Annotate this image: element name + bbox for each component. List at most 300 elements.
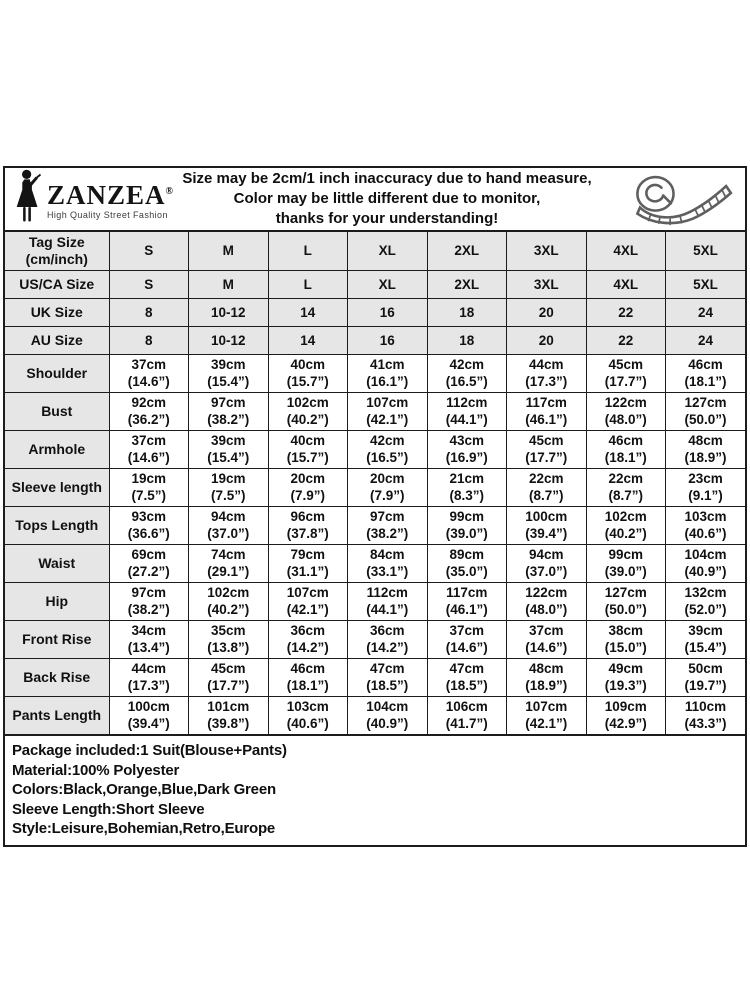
inch-value: (18.9”) — [525, 678, 568, 693]
measurement-cell — [268, 506, 348, 544]
measurement-cell — [666, 354, 746, 392]
cm-value: 49cm — [608, 661, 644, 676]
cm-value: 20cm — [290, 471, 326, 486]
inch-value: (8.7”) — [608, 488, 643, 503]
cm-value: 35cm — [210, 623, 246, 638]
size-value-cell: 10-12 — [189, 326, 269, 354]
row-label-cell: Back Rise — [5, 658, 109, 696]
cm-value: 100cm — [127, 699, 170, 715]
measurement-cell — [666, 658, 746, 696]
cm-value: 112cm — [366, 585, 408, 600]
table-row — [5, 658, 745, 696]
cm-value: 94cm — [528, 547, 564, 562]
measurement-cell — [507, 582, 587, 620]
cm-value: 92cm — [131, 395, 167, 410]
size-value-cell: S — [109, 232, 189, 270]
cm-value: 104cm — [684, 547, 727, 562]
cm-value: 127cm — [684, 395, 727, 410]
row-label-cell: Pants Length — [5, 696, 109, 734]
size-value-cell: L — [268, 270, 348, 298]
cm-value: 42cm — [449, 357, 485, 372]
cm-value: 37cm — [449, 623, 485, 638]
table-row — [5, 232, 745, 270]
inch-value: (40.6”) — [684, 526, 727, 541]
cm-value: 43cm — [449, 433, 485, 448]
product-note-line: Style:Leisure,Bohemian,Retro,Europe — [12, 820, 276, 837]
inch-value: (16.5”) — [366, 450, 409, 465]
table-row — [5, 392, 745, 430]
row-label-cell: Tag Size (cm/inch) — [5, 232, 109, 270]
cm-value: 79cm — [290, 547, 326, 562]
measurement-cell — [348, 582, 428, 620]
measurement-cell — [586, 430, 666, 468]
cm-value: 102cm — [207, 585, 250, 600]
inch-value: (18.9”) — [684, 450, 727, 465]
measurement-cell — [189, 354, 269, 392]
measurement-cell — [507, 392, 587, 430]
header-band — [5, 168, 745, 232]
cm-value: 94cm — [210, 509, 246, 524]
measurement-cell — [268, 354, 348, 392]
cm-value: 109cm — [604, 699, 647, 715]
disclaimer-line: Color may be little different due to monitor, — [233, 190, 541, 207]
cm-value: 103cm — [286, 699, 329, 715]
inch-value: (16.9”) — [445, 450, 488, 465]
cm-value: 102cm — [286, 395, 329, 410]
cm-value: 48cm — [528, 661, 564, 676]
measurement-cell — [666, 430, 746, 468]
inch-value: (15.4”) — [207, 450, 250, 465]
cm-value: 19cm — [131, 471, 167, 486]
size-value-cell: M — [189, 270, 269, 298]
measurement-cell — [268, 582, 348, 620]
cm-value: 102cm — [604, 509, 647, 524]
cm-value: 45cm — [528, 433, 564, 448]
measurement-cell — [586, 468, 666, 506]
inch-value: (15.7”) — [286, 374, 329, 389]
measurement-cell — [109, 544, 189, 582]
inch-value: (29.1”) — [207, 564, 250, 579]
size-table-body — [5, 232, 745, 734]
table-row — [5, 270, 745, 298]
cm-value: 46cm — [688, 357, 723, 372]
inch-value: (18.5”) — [445, 678, 488, 693]
inch-value: (19.3”) — [604, 678, 647, 693]
size-value-cell: 10-12 — [189, 298, 269, 326]
row-label-cell: Front Rise — [5, 620, 109, 658]
inch-value: (8.3”) — [449, 488, 484, 503]
measurement-cell — [427, 392, 507, 430]
inch-value: (18.5”) — [366, 678, 409, 693]
inch-value: (17.7”) — [525, 450, 568, 465]
cm-value: 107cm — [366, 395, 409, 410]
size-value-cell: 16 — [348, 326, 428, 354]
table-row — [5, 620, 745, 658]
measurement-cell — [666, 544, 746, 582]
inch-value: (15.4”) — [207, 374, 250, 389]
cm-value: 45cm — [210, 661, 246, 676]
measurement-cell — [586, 544, 666, 582]
measurement-cell — [507, 468, 587, 506]
measurement-cell — [507, 544, 587, 582]
inch-value: (39.0”) — [604, 564, 647, 579]
measurement-cell — [268, 696, 348, 734]
size-value-cell: 24 — [666, 298, 746, 326]
size-value-cell: 20 — [507, 326, 587, 354]
row-label-cell: Shoulder — [5, 354, 109, 392]
inch-value: (40.6”) — [286, 716, 329, 732]
inch-value: (15.7”) — [286, 450, 329, 465]
inch-value: (14.6”) — [127, 450, 170, 465]
brand-logo — [5, 168, 174, 231]
cm-value: 127cm — [604, 585, 647, 600]
cm-value: 23cm — [688, 471, 723, 486]
inch-value: (7.5”) — [210, 488, 246, 503]
cm-value: 34cm — [131, 623, 167, 638]
inch-value: (36.2”) — [127, 412, 170, 427]
inch-value: (18.1”) — [604, 450, 647, 465]
table-row — [5, 298, 745, 326]
measurement-cell — [586, 658, 666, 696]
inch-value: (40.2”) — [207, 602, 250, 617]
inch-value: (15.0”) — [604, 640, 647, 655]
table-row — [5, 696, 745, 734]
measurement-cell — [109, 506, 189, 544]
size-value-cell: 14 — [268, 326, 348, 354]
inch-value: (16.5”) — [445, 374, 488, 389]
inch-value: (15.4”) — [684, 640, 727, 655]
cm-value: 101cm — [207, 699, 250, 715]
inch-value: (13.8”) — [207, 640, 250, 655]
table-row — [5, 468, 745, 506]
measurement-cell — [427, 658, 507, 696]
inch-value: (42.1”) — [366, 412, 409, 427]
cm-value: 42cm — [369, 433, 405, 448]
measurement-cell — [348, 354, 428, 392]
size-value-cell: 22 — [586, 326, 666, 354]
measurement-cell — [268, 468, 348, 506]
size-value-cell: 20 — [507, 298, 587, 326]
inch-value: (48.0”) — [525, 602, 568, 617]
cm-value: 107cm — [525, 699, 568, 715]
cm-value: 122cm — [525, 585, 568, 600]
inch-value: (7.5”) — [131, 488, 166, 503]
measurement-cell — [189, 696, 269, 734]
cm-value: 48cm — [688, 433, 723, 448]
inch-value: (18.1”) — [286, 678, 329, 693]
inch-value: (27.2”) — [127, 564, 170, 579]
size-value-cell: 24 — [666, 326, 746, 354]
brand-tagline: High Quality Street Fashion — [47, 209, 168, 220]
inch-value: (43.3”) — [684, 716, 727, 732]
inch-value: (14.6”) — [127, 374, 170, 389]
inch-value: (14.6”) — [445, 640, 488, 655]
size-value-cell: 5XL — [666, 232, 746, 270]
brand-text-block — [47, 179, 173, 220]
cm-value: 69cm — [131, 547, 167, 562]
inch-value: (40.9”) — [684, 564, 727, 579]
inch-value: (36.6”) — [127, 526, 170, 541]
inch-value: (46.1”) — [445, 602, 488, 617]
inch-value: (38.2”) — [127, 602, 170, 617]
measurement-cell — [586, 620, 666, 658]
cm-value: 110cm — [684, 699, 727, 715]
inch-value: (14.6”) — [525, 640, 568, 655]
measurement-cell — [109, 354, 189, 392]
cm-value: 45cm — [608, 357, 644, 372]
inch-value: (50.0”) — [684, 412, 727, 427]
inch-value: (17.7”) — [604, 374, 647, 389]
inch-value: (37.0”) — [525, 564, 568, 579]
measurement-cell — [507, 696, 587, 734]
inch-value: (48.0”) — [604, 412, 647, 427]
cm-value: 36cm — [369, 623, 405, 638]
inch-value: (50.0”) — [604, 602, 647, 617]
inch-value: (9.1”) — [688, 488, 723, 503]
row-label-cell: UK Size — [5, 298, 109, 326]
cm-value: 100cm — [525, 509, 568, 524]
cm-value: 117cm — [446, 585, 488, 600]
measurement-cell — [427, 582, 507, 620]
measurement-cell — [189, 468, 269, 506]
registered-mark: ® — [165, 185, 174, 197]
inch-value: (35.0”) — [445, 564, 488, 579]
inch-value: (40.2”) — [604, 526, 647, 541]
measurement-cell — [586, 506, 666, 544]
cm-value: 39cm — [210, 433, 246, 448]
woman-silhouette-icon — [11, 168, 45, 231]
inch-value: (14.2”) — [366, 640, 409, 655]
measurement-cell — [348, 544, 428, 582]
measurement-cell — [109, 620, 189, 658]
inch-value: (52.0”) — [684, 602, 727, 617]
inch-value: (40.9”) — [366, 716, 409, 732]
inch-value: (7.9”) — [290, 488, 325, 503]
row-label-cell: Bust — [5, 392, 109, 430]
size-value-cell: 5XL — [666, 270, 746, 298]
row-label-cell: AU Size — [5, 326, 109, 354]
measurement-cell — [427, 696, 507, 734]
cm-value: 46cm — [608, 433, 644, 448]
cm-value: 20cm — [369, 471, 405, 486]
inch-value: (16.1”) — [366, 374, 409, 389]
tape-measure-icon — [617, 171, 745, 227]
measurement-cell — [666, 620, 746, 658]
cm-value: 37cm — [528, 623, 564, 638]
measurement-cell — [427, 468, 507, 506]
measurement-cell — [109, 696, 189, 734]
cm-value: 41cm — [369, 357, 405, 372]
measurement-cell — [268, 544, 348, 582]
measurement-cell — [109, 392, 189, 430]
inch-value: (37.0”) — [207, 526, 250, 541]
inch-value: (39.4”) — [525, 526, 568, 541]
size-chart-sheet — [3, 166, 747, 847]
measurement-cell — [109, 658, 189, 696]
cm-value: 47cm — [369, 661, 405, 676]
inch-value: (39.4”) — [127, 716, 170, 732]
cm-value: 97cm — [131, 585, 167, 600]
inch-value: (8.7”) — [528, 488, 564, 503]
inch-value: (42.9”) — [604, 716, 647, 732]
inch-value: (31.1”) — [286, 564, 329, 579]
measurement-cell — [348, 468, 428, 506]
measurement-cell — [268, 392, 348, 430]
measurement-cell — [109, 468, 189, 506]
product-note-line: Colors:Black,Orange,Blue,Dark Green — [12, 781, 276, 798]
table-row — [5, 354, 745, 392]
cm-value: 97cm — [369, 509, 405, 524]
size-value-cell: 8 — [109, 326, 189, 354]
size-value-cell: S — [109, 270, 189, 298]
cm-value: 40cm — [290, 357, 326, 372]
size-value-cell: 18 — [427, 298, 507, 326]
cm-value: 50cm — [688, 661, 723, 676]
row-label-cell: Sleeve length — [5, 468, 109, 506]
row-label-cell: Tops Length — [5, 506, 109, 544]
inch-value: (42.1”) — [286, 602, 329, 617]
size-value-cell: 14 — [268, 298, 348, 326]
measurement-cell — [268, 620, 348, 658]
inch-value: (17.7”) — [207, 678, 250, 693]
cm-value: 36cm — [290, 623, 326, 638]
measurement-cell — [348, 696, 428, 734]
size-value-cell: 18 — [427, 326, 507, 354]
measurement-cell — [348, 392, 428, 430]
measurement-cell — [666, 392, 746, 430]
measurement-cell — [189, 658, 269, 696]
table-row — [5, 582, 745, 620]
row-label-cell: Armhole — [5, 430, 109, 468]
measurement-cell — [427, 354, 507, 392]
measurement-cell — [189, 620, 269, 658]
row-label-cell: Waist — [5, 544, 109, 582]
cm-value: 103cm — [684, 509, 727, 524]
cm-value: 22cm — [528, 471, 564, 486]
measurement-cell — [507, 430, 587, 468]
measurement-cell — [189, 430, 269, 468]
row-sublabel: (cm/inch) — [25, 250, 88, 267]
inch-value: (44.1”) — [366, 602, 409, 617]
measurement-cell — [189, 544, 269, 582]
measurement-cell — [427, 430, 507, 468]
cm-value: 37cm — [131, 433, 167, 448]
cm-value: 22cm — [608, 471, 644, 486]
measurement-cell — [189, 506, 269, 544]
measurement-cell — [666, 582, 746, 620]
measurement-cell — [348, 620, 428, 658]
cm-value: 38cm — [608, 623, 644, 638]
inch-value: (38.2”) — [366, 526, 409, 541]
disclaimer-line: Size may be 2cm/1 inch inaccuracy due to hand measure, — [182, 170, 592, 187]
inch-value: (40.2”) — [286, 412, 329, 427]
cm-value: 44cm — [528, 357, 564, 372]
size-value-cell: XL — [348, 270, 428, 298]
measurement-cell — [268, 430, 348, 468]
measurement-cell — [586, 392, 666, 430]
cm-value: 99cm — [608, 547, 644, 562]
size-value-cell: XL — [348, 232, 428, 270]
product-note-line: Sleeve Length:Short Sleeve — [12, 800, 205, 818]
measurement-cell — [666, 696, 746, 734]
inch-value: (44.1”) — [445, 412, 488, 427]
measurement-cell — [109, 430, 189, 468]
size-value-cell: 2XL — [427, 232, 507, 270]
product-note-line: Package included:1 Suit(Blouse+Pants) — [12, 742, 287, 759]
measurement-cell — [427, 620, 507, 658]
size-value-cell: 22 — [586, 298, 666, 326]
measurement-cell — [348, 506, 428, 544]
measurement-cell — [666, 506, 746, 544]
size-value-cell: 3XL — [507, 270, 587, 298]
brand-name: ZANZEA® — [47, 179, 174, 210]
inch-value: (42.1”) — [525, 716, 568, 732]
size-table — [5, 232, 745, 734]
product-note-line: Material:100% Polyester — [12, 761, 180, 779]
size-value-cell: 2XL — [427, 270, 507, 298]
cm-value: 44cm — [131, 661, 167, 676]
measurement-cell — [666, 468, 746, 506]
cm-value: 107cm — [286, 585, 329, 600]
size-value-cell: 4XL — [586, 270, 666, 298]
size-value-cell: 16 — [348, 298, 428, 326]
inch-value: (39.0”) — [445, 526, 488, 541]
inch-value: (41.7”) — [445, 716, 488, 732]
table-row — [5, 506, 745, 544]
measurement-cell — [189, 582, 269, 620]
inch-value: (7.9”) — [369, 488, 405, 503]
cm-value: 84cm — [369, 547, 405, 562]
cm-value: 99cm — [449, 509, 485, 524]
size-value-cell: 8 — [109, 298, 189, 326]
inch-value: (37.8”) — [286, 526, 329, 541]
inch-value: (17.3”) — [127, 678, 170, 693]
measurement-cell — [507, 620, 587, 658]
cm-value: 47cm — [449, 661, 485, 676]
cm-value: 106cm — [445, 699, 488, 715]
inch-value: (13.4”) — [127, 640, 170, 655]
product-notes — [5, 734, 745, 845]
cm-value: 132cm — [684, 585, 727, 600]
measurement-cell — [348, 430, 428, 468]
cm-value: 104cm — [366, 699, 409, 715]
cm-value: 40cm — [290, 433, 326, 448]
inch-value: (18.1”) — [684, 374, 727, 389]
cm-value: 93cm — [131, 509, 167, 524]
cm-value: 74cm — [210, 547, 246, 562]
measurement-cell — [427, 506, 507, 544]
cm-value: 122cm — [604, 395, 647, 410]
table-row — [5, 544, 745, 582]
measurement-cell — [507, 658, 587, 696]
table-row — [5, 430, 745, 468]
cm-value: 112cm — [446, 395, 488, 410]
measurement-cell — [586, 696, 666, 734]
cm-value: 89cm — [449, 547, 485, 562]
size-value-cell: 4XL — [586, 232, 666, 270]
size-value-cell: L — [268, 232, 348, 270]
inch-value: (46.1”) — [525, 412, 568, 427]
inch-value: (33.1”) — [366, 564, 409, 579]
cm-value: 19cm — [210, 471, 246, 486]
size-value-cell: 3XL — [507, 232, 587, 270]
measurement-cell — [586, 582, 666, 620]
inch-value: (39.8”) — [207, 716, 250, 732]
cm-value: 37cm — [131, 357, 167, 372]
cm-value: 97cm — [210, 395, 246, 410]
inch-value: (17.3”) — [525, 374, 568, 389]
measurement-cell — [507, 354, 587, 392]
